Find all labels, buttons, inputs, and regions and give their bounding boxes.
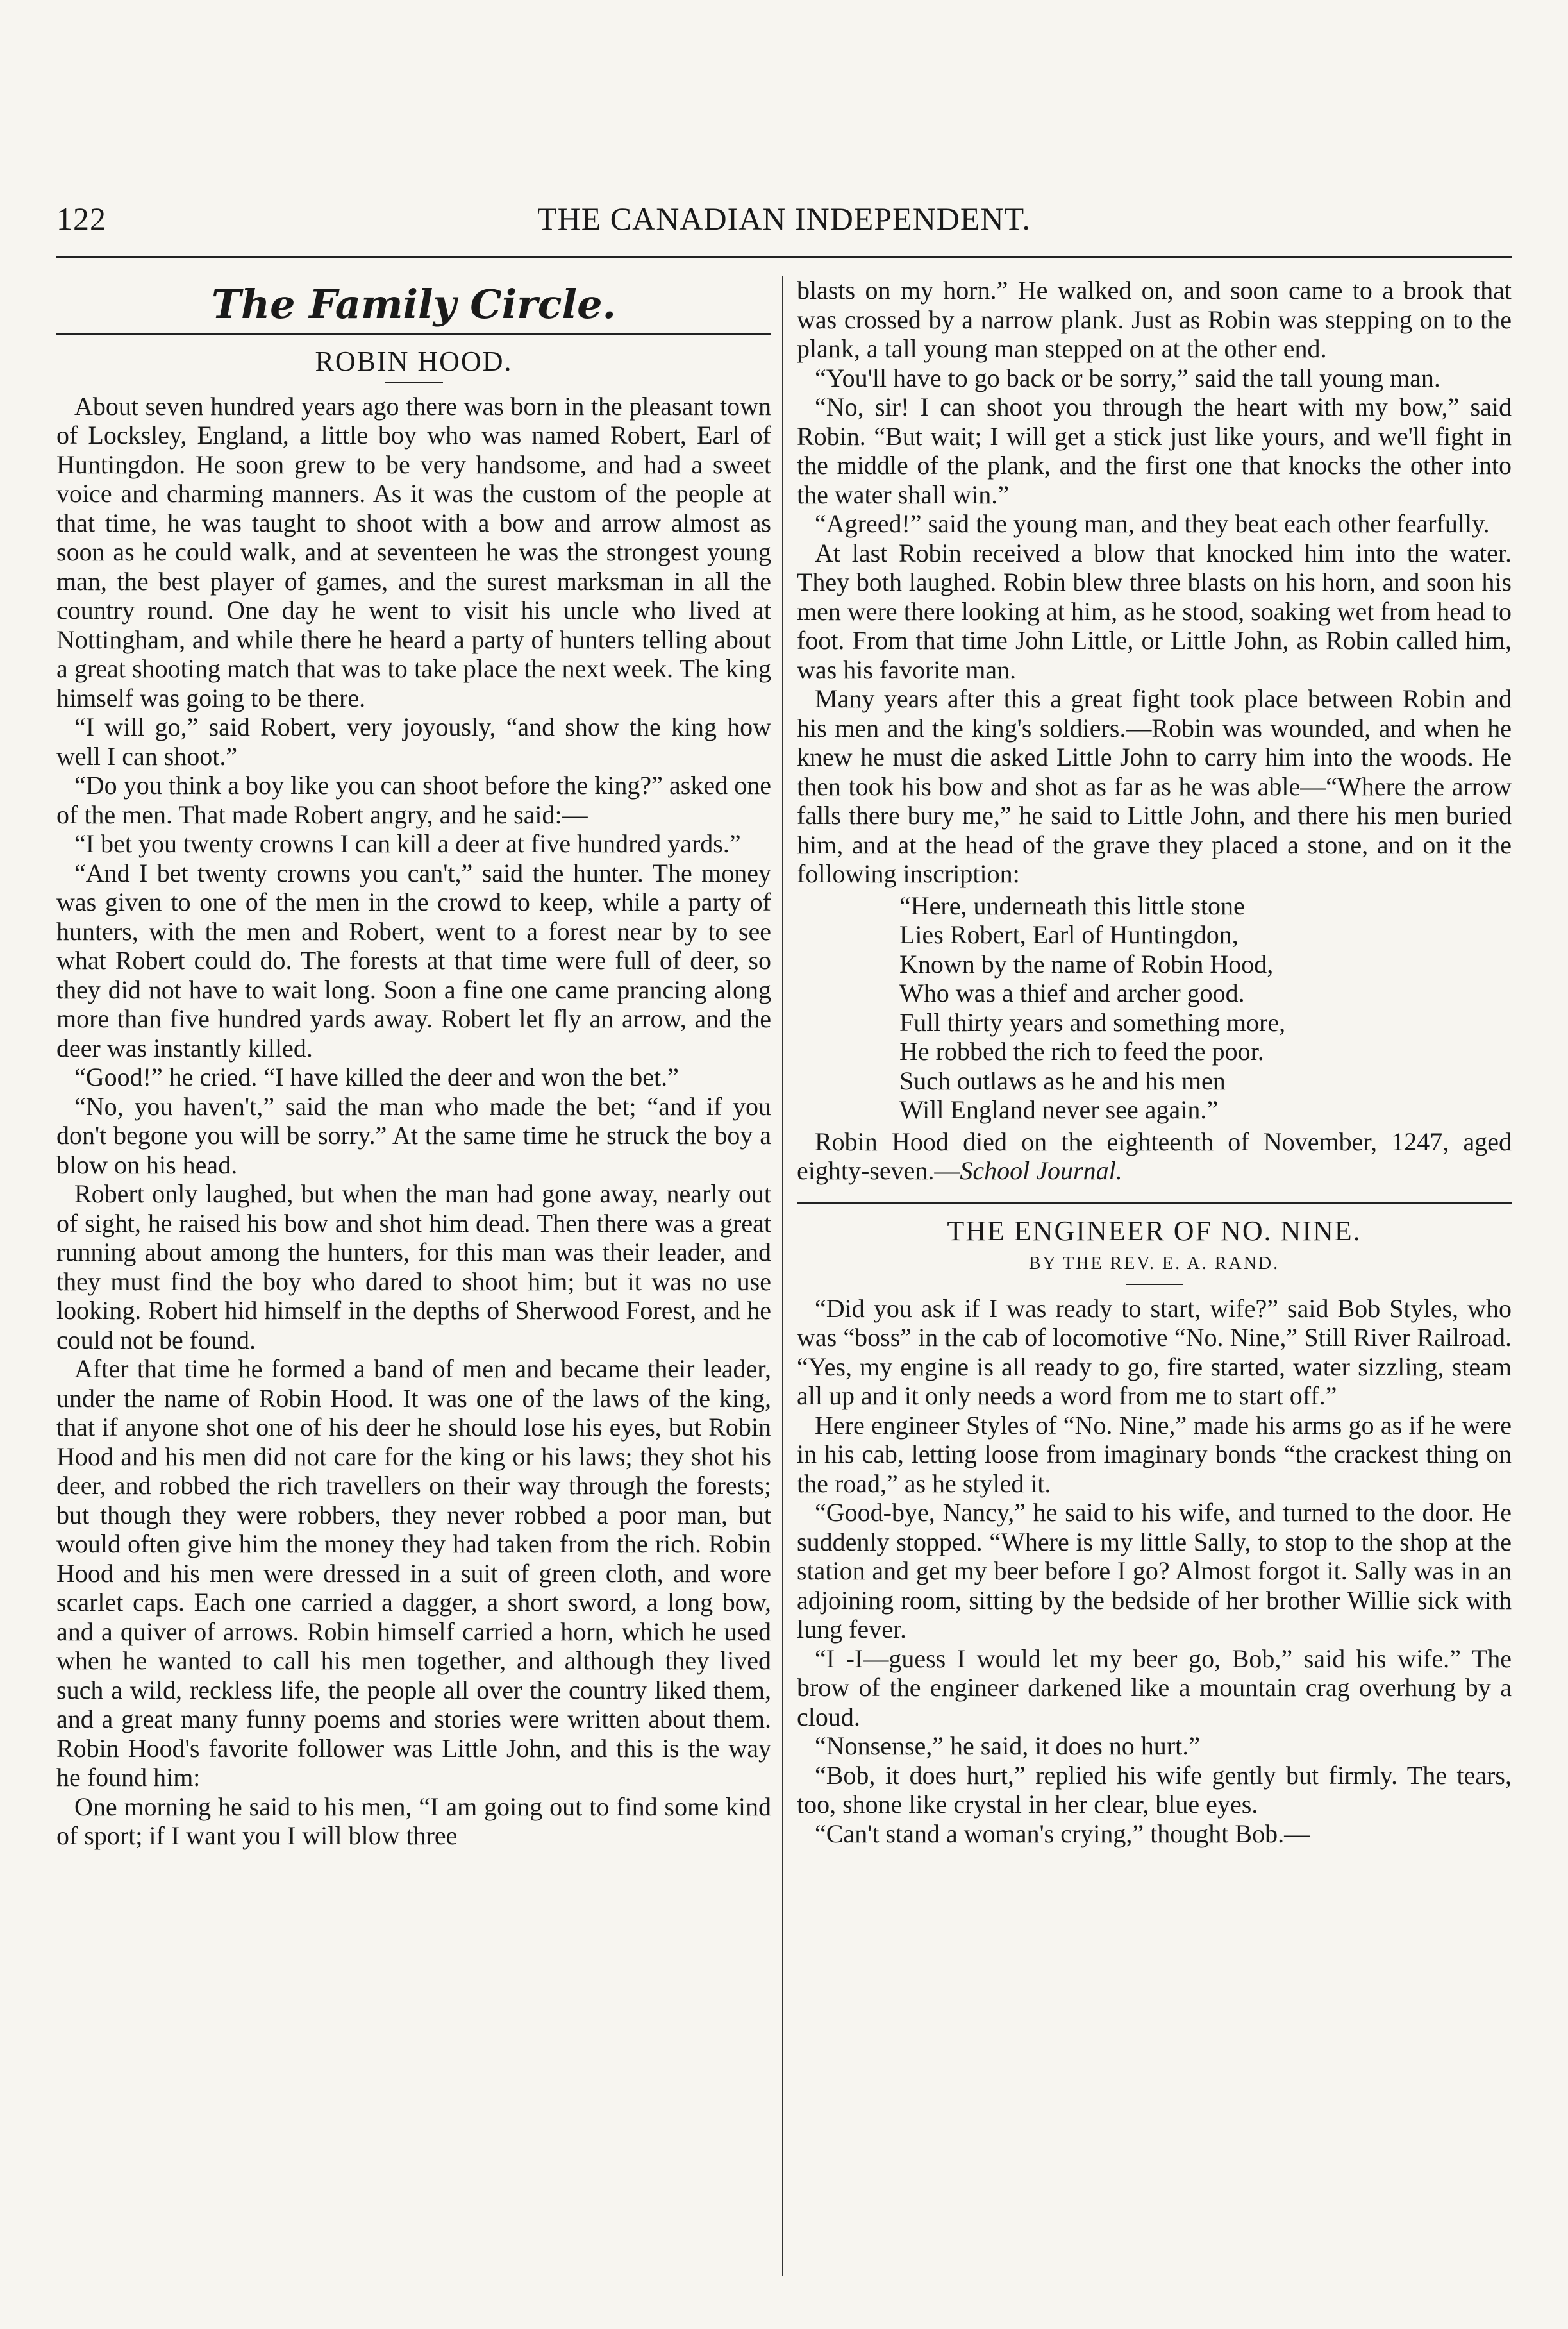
- paragraph: “Good!” he cried. “I have killed the deer and won the bet.”: [74, 1063, 679, 1091]
- paragraph: Here engineer Styles of “No. Nine,” made his arms go as if he were in his cab, letting loose from imaginary bonds “the crackest thing on the road,” as he styled it.: [797, 1410, 1512, 1498]
- verse-line: Full thirty years and something more,: [899, 1007, 1286, 1037]
- paragraph: About seven hundred years ago there was born in the pleasant town of Locksley, England, a little boy who was named Robert, Earl of Huntingdon. He soon grew to be very handsome, and had a sweet voice and charming manners. As it was the custom of the people at that time, he was taught to shoot with a bow and arrow almost as soon as he could walk, and at seventeen he was the strongest young man, the best player of games, and the surest marksman in all the country round. One day he went to visit his uncle who lived at Nottingham, and while there he heard a party of hunters telling about a great shooting match that was to take place the next week. The king himself was going to be there.: [56, 391, 771, 712]
- source-credit: School Journal.: [960, 1156, 1122, 1185]
- paragraph: Many years after this a great fight took place between Robin and his men and the king's soldiers.—Robin was wounded, and when he knew he must die asked Little John to carry him into the woods. He then took his bow and shot as far as he was able—“Where the arrow falls there bury me,” he said to Little John, and there his men buried him, and at the head of the grave they placed a stone, and on it the following inscription:: [797, 684, 1512, 888]
- paragraph: “I -I—guess I would let my beer go, Bob,” said his wife.” The brow of the engineer darkened like a mountain crag overhung by a cloud.: [797, 1644, 1512, 1731]
- paragraph: “I will go,” said Robert, very joyously, “and show the king how well I can shoot.”: [56, 712, 771, 771]
- paragraph: “Can't stand a woman's crying,” thought Bob.—: [815, 1819, 1310, 1848]
- department-title: The Family Circle.: [211, 281, 617, 328]
- verse-line: Such outlaws as he and his men: [899, 1066, 1226, 1095]
- running-head: [56, 192, 1512, 250]
- story-title-robin-hood: ROBIN HOOD.: [315, 346, 513, 377]
- right-column: [797, 276, 1512, 2283]
- header-rule: [56, 256, 1512, 258]
- paragraph: “I bet you twenty crowns I can kill a deer at five hundred yards.”: [74, 829, 741, 858]
- epitaph-verse: [899, 891, 1512, 1125]
- paragraph: One morning he said to his men, “I am going out to find some kind of sport; if I want you I will blow three: [56, 1792, 771, 1850]
- column-divider: [782, 276, 783, 2276]
- title-rule: [1126, 1284, 1183, 1285]
- verse-line: Lies Robert, Earl of Huntingdon,: [899, 920, 1239, 949]
- paragraph: “You'll have to go back or be sorry,” said the tall young man.: [815, 363, 1440, 392]
- paragraph: “Good-bye, Nancy,” he said to his wife, and turned to the door. He suddenly stopped. “Where is my little Sally, to stop to the shop at the station and get my beer before I go? Almost forgot it. Sally was in an adjoining room, sitting by the bedside of her brother Willie sick with lung fever.: [797, 1498, 1512, 1644]
- left-column: [56, 276, 771, 2283]
- paragraph: Robert only laughed, but when the man had gone away, nearly out of sight, he raised his bow and shot him dead. Then there was a great running about among the hunters, for this man was their leader, and they must find the boy who dared to shoot him; but it was no use looking. Robert hid himself in the depths of Sherwood Forest, and he could not be found.: [56, 1179, 771, 1354]
- paragraph: “And I bet twenty crowns you can't,” said the hunter. The money was given to one of the men in the crowd to keep, while a party of hunters, with the men and Robert, went to a forest near by to see what Robert could do. The forests at that time were full of deer, so they did not have to wait long. Soon a fine one came prancing along more than five hundred yards away. Robert let fly an arrow, and the deer was instantly killed.: [56, 858, 771, 1063]
- closing-text: Robin Hood died on the eighteenth of November, 1247, aged eighty-seven.—: [797, 1127, 1512, 1185]
- paragraph: After that time he formed a band of men and became their leader, under the name of Robin Hood. It was one of the laws of the king, that if anyone shot one of his deer he should lose his eyes, but Robin Hood and his men did not care for the king or his laws; they shot his deer, and robbed the rich travellers on their way through the forests; but though they were robbers, they never robbed a poor man, but would often give him the money they had taken from the rich. Robin Hood and his men were dressed in a suit of green cloth, and wore scarlet caps. Each one carried a dagger, a short sword, a long bow, and a quiver of arrows. Robin himself carried a horn, which he used when he wanted to call his men together, and although they lived such a wild, reckless life, the people all over the country liked them, and a great many funny poems and stories were written about them. Robin Hood's favorite follower was Little John, and this is the way he found him:: [56, 1354, 771, 1792]
- paragraph: blasts on my horn.” He walked on, and soon came to a brook that was crossed by a narrow plank. Just as Robin was stepping on to the plank, a tall young man stepped on at the other end.: [797, 276, 1512, 363]
- paragraph: “Agreed!” said the young man, and they beat each other fearfully.: [815, 509, 1490, 538]
- verse-line: Who was a thief and archer good.: [899, 979, 1245, 1007]
- closing-paragraph: [797, 1127, 1512, 1186]
- paragraph: “Nonsense,” he said, it does no hurt.”: [815, 1731, 1200, 1760]
- journal-title: THE CANADIAN INDEPENDENT.: [537, 201, 1031, 237]
- newspaper-page: [56, 192, 1512, 2296]
- verse-line: Known by the name of Robin Hood,: [899, 949, 1274, 979]
- verse-line: Will England never see again.”: [899, 1095, 1219, 1124]
- paragraph: “Bob, it does hurt,” replied his wife gently but firmly. The tears, too, shone like crystal in her clear, blue eyes.: [797, 1760, 1512, 1819]
- paragraph: “Did you ask if I was ready to start, wife?” said Bob Styles, who was “boss” in the cab of locomotive “No. Nine,” Still River Railroad. “Yes, my engine is all ready to go, fire started, water sizzling, steam all up and it only needs a word from me to start off.”: [797, 1293, 1512, 1410]
- verse-line: “Here, underneath this little stone: [899, 891, 1245, 920]
- paragraph: “No, you haven't,” said the man who made the bet; “and if you don't begone you will be sorry.” At the same time he struck the boy a blow on his head.: [56, 1091, 771, 1179]
- department-rule: [56, 333, 771, 335]
- paragraph: At last Robin received a blow that knocked him into the water. They both laughed. Robin blew three blasts on his horn, and soon his men were there looking at him, as he stood, soaking wet from head to foot. From that time John Little, or Little John, as Robin called him, was his favorite man.: [797, 538, 1512, 684]
- story-title-engineer: THE ENGINEER OF NO. NINE.: [947, 1215, 1362, 1247]
- story-separator: [797, 1202, 1512, 1204]
- title-rule: [385, 382, 443, 383]
- paragraph: “Do you think a boy like you can shoot before the king?” asked one of the men. That made Robert angry, and he said:—: [56, 771, 771, 829]
- paragraph: “No, sir! I can shoot you through the heart with my bow,” said Robin. “But wait; I will get a stick just like yours, and we'll fight in the middle of the plank, and the first one that knocks the other into the water shall win.”: [797, 392, 1512, 509]
- verse-line: He robbed the rich to feed the poor.: [899, 1037, 1264, 1066]
- page-number: 122: [56, 201, 106, 237]
- byline: BY THE REV. E. A. RAND.: [1028, 1254, 1280, 1274]
